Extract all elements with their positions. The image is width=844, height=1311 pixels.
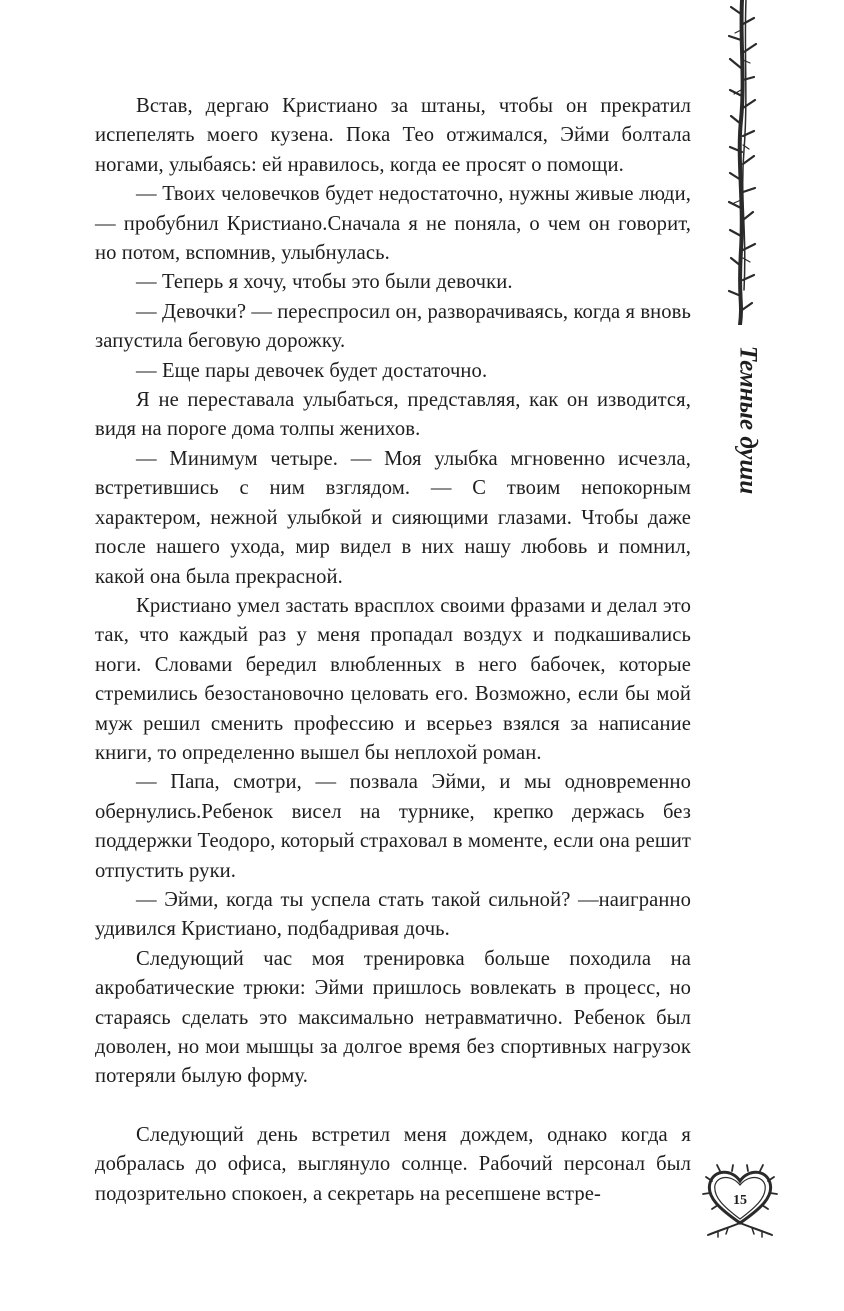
thorny-heart-icon [700,1163,780,1238]
paragraph: — Девочки? — переспросил он, разворачиваясь, когда я вновь запустила беговую дорожку. [95,300,691,353]
paragraph: — Минимум четыре. — Моя улыбка мгновенно исчезла, встретившись с ним взглядом. — С твоим непокорным характером, нежной улыбкой и сияющими глазами. Чтобы даже после нашего ухода, мир видел в них нашу любовь и помнил, какой она была прекрасной. [95,447,691,588]
paragraph: — Папа, смотри, — позвала Эйми, и мы одновременно обернулись.Ребенок висел на турнике, крепко держась без поддержки Теодоро, который страховал в моменте, если она решит отпустить руки. [95,771,691,882]
paragraph: Встав, дергаю Кристиано за штаны, чтобы он прекратил испепелять моего кузена. Пока Тео отжимался, Эйми болтала ногами, улыбаясь: ей нравилось, когда ее просят о помощи. [95,95,691,176]
paragraph: — Теперь я хочу, чтобы это были девочки. [136,271,513,294]
paragraph: Следующий день встретил меня дождем, однако когда я добралась до офиса, выглянуло солнце. Рабочий персонал был подозрительно спокоен, а секретарь на ресепшене встре- [95,1123,691,1205]
thorn-vine-icon [722,0,762,325]
running-title [712,342,762,498]
paragraph: Следующий час моя тренировка больше походила на акробатические трюки: Эйми пришлось вовлекать в процесс, но стараясь сделать это максимально нетравматично. Ребенок был доволен, но мои мышцы за долгое время без спортивных нагрузок потеряли былую форму. [95,947,691,1088]
paragraph: — Эйми, когда ты успела стать такой сильной? —наигранно удивился Кристиано, подбадривая дочь. [95,888,691,941]
running-title-text: Темные души [734,345,762,495]
main-text [95,92,691,1209]
paragraph: Кристиано умел застать врасплох своими фразами и делал это так, что каждый раз у меня пропадал воздух и подкашивались ноги. Словами бередил влюбленных в него бабочек, которые стремились безостановочно целовать его. Возможно, если бы мой муж решил сменить профессию и всерьез взялся за написание книги, то определенно вышел бы неплохой роман. [95,594,691,764]
paragraph: — Твоих человечков будет недостаточно, нужны живые люди, — пробубнил Кристиано.Сначала я не поняла, о чем он говорит, но потом, вспомнив, улыбнулась. [95,183,691,265]
paragraph: Я не переставала улыбаться, представляя, как он изводится, видя на пороге дома толпы женихов. [95,389,691,441]
page-number: 15 [733,1193,747,1209]
paragraph: — Еще пары девочек будет достаточно. [136,359,488,382]
